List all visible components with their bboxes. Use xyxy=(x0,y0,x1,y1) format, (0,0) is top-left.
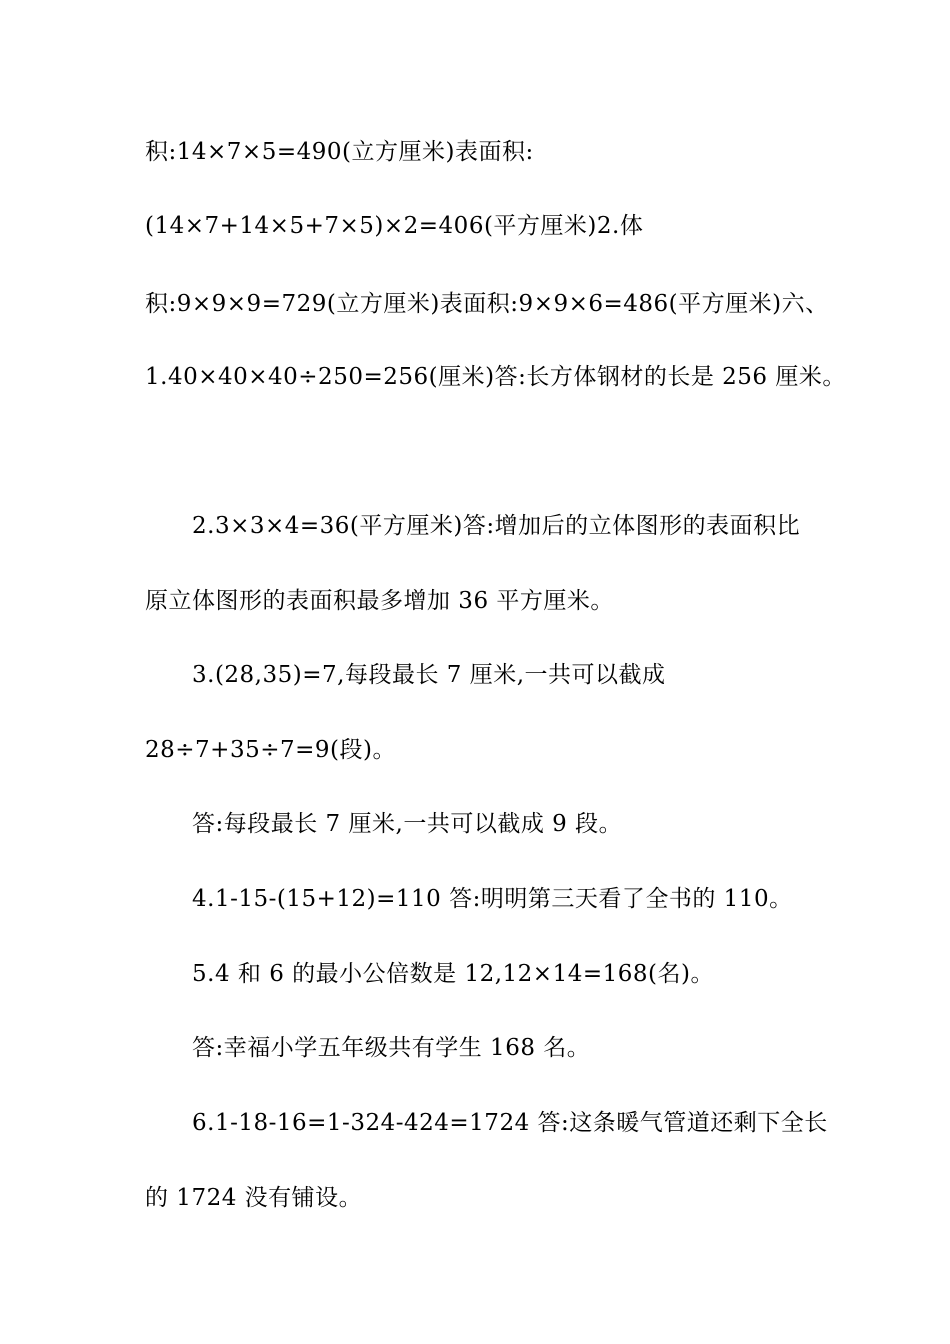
text-line-13: 6.1-18-16=1-324-424=1724 答:这条暖气管道还剩下全长 xyxy=(192,1110,828,1136)
text-line-3: 积:9×9×9=729(立方厘米)表面积:9×9×6=486(平方厘米)六、 xyxy=(145,291,829,317)
text-line-1: 积:14×7×5=490(立方厘米)表面积: xyxy=(145,139,534,165)
text-line-11: 5.4 和 6 的最小公倍数是 12,12×14=168(名)。 xyxy=(192,961,714,987)
text-line-6: 原立体图形的表面积最多增加 36 平方厘米。 xyxy=(145,588,614,614)
text-line-10: 4.1-15-(15+12)=110 答:明明第三天看了全书的 110。 xyxy=(192,886,793,912)
text-line-8: 28÷7+35÷7=9(段)。 xyxy=(145,737,396,763)
text-line-5: 2.3×3×4=36(平方厘米)答:增加后的立体图形的表面积比 xyxy=(192,513,801,539)
text-line-9: 答:每段最长 7 厘米,一共可以截成 9 段。 xyxy=(192,811,623,837)
text-line-12: 答:幸福小学五年级共有学生 168 名。 xyxy=(192,1035,591,1061)
text-line-4: 1.40×40×40÷250=256(厘米)答:长方体钢材的长是 256 厘米。 xyxy=(145,364,846,390)
text-line-7: 3.(28,35)=7,每段最长 7 厘米,一共可以截成 xyxy=(192,662,666,688)
text-line-14: 的 1724 没有铺设。 xyxy=(145,1185,363,1211)
text-line-2: (14×7+14×5+7×5)×2=406(平方厘米)2.体 xyxy=(145,213,644,239)
